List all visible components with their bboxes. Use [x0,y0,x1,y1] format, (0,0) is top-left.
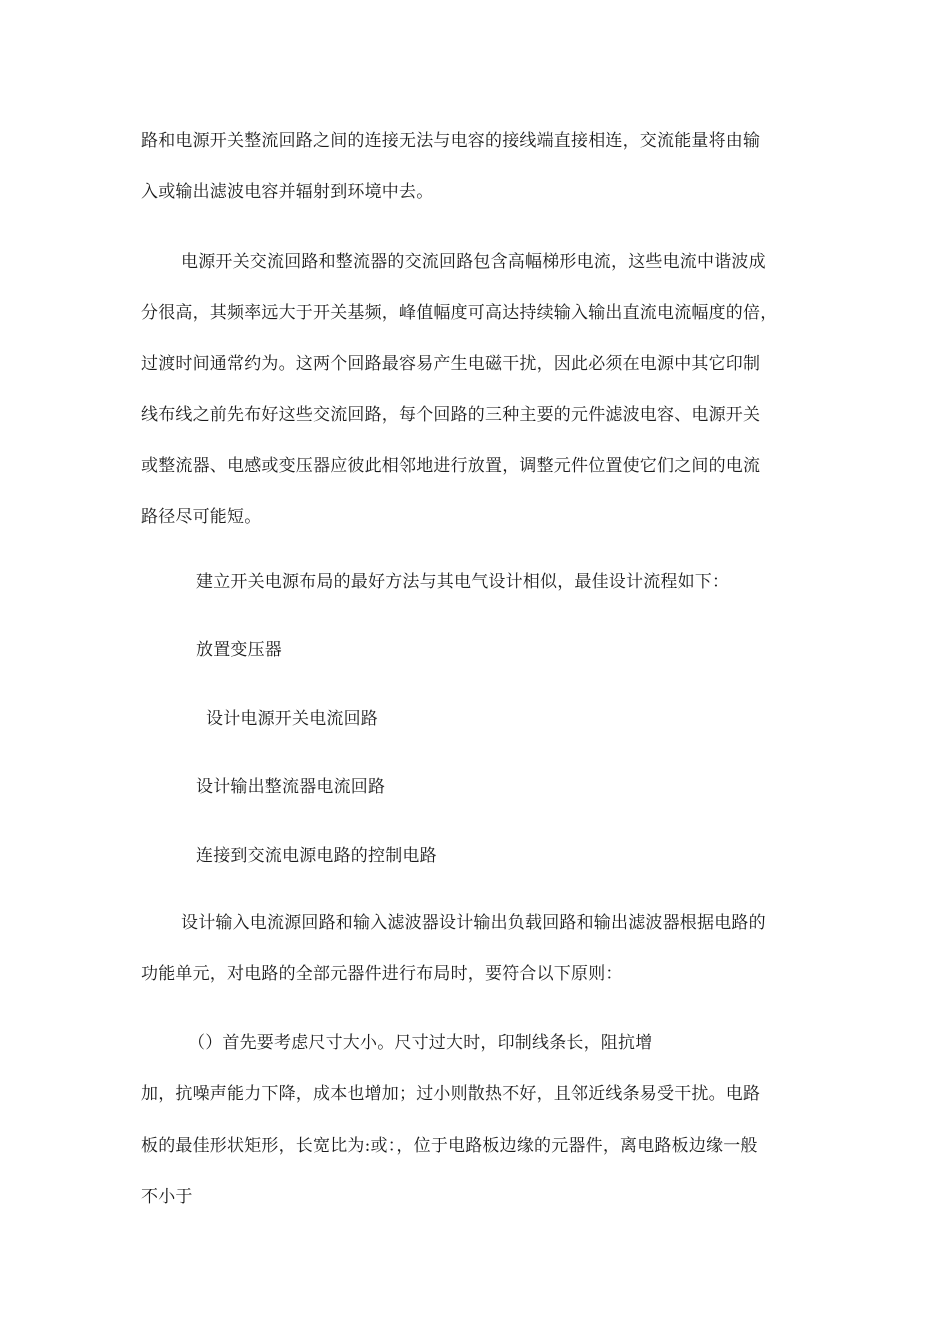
text-line-17: 加，抗噪声能力下降，成本也增加；过小则散热不好，且邻近线条易受干扰。电路 [141,1084,761,1104]
text-line-5: 过渡时间通常约为。这两个回路最容易产生电磁干扰，因此必须在电源中其它印制 [141,354,761,374]
text-line-6: 线布线之前先布好这些交流回路，每个回路的三种主要的元件滤波电容、电源开关 [141,405,761,425]
text-line-7: 或整流器、电感或变压器应彼此相邻地进行放置，调整元件位置使它们之间的电流 [141,456,761,476]
text-line-18: 板的最佳形状矩形，长宽比为:或：，位于电路板边缘的元器件，离电路板边缘一般 [141,1136,758,1156]
text-line-11: 设计电源开关电流回路 [206,709,378,729]
text-line-15: 功能单元，对电路的全部元器件进行布局时，要符合以下原则： [141,964,623,984]
text-line-3: 电源开关交流回路和整流器的交流回路包含高幅梯形电流，这些电流中谐波成 [181,252,766,272]
text-line-4: 分很高，其频率远大于开关基频，峰值幅度可高达持续输入输出直流电流幅度的倍， [141,303,778,323]
text-line-9: 建立开关电源布局的最好方法与其电气设计相似，最佳设计流程如下： [196,572,730,592]
text-line-14: 设计输入电流源回路和输入滤波器设计输出负载回路和输出滤波器根据电路的 [181,913,766,933]
text-line-2: 入或输出滤波电容并辐射到环境中去。 [141,182,434,202]
text-line-16: （）首先要考虑尺寸大小。尺寸过大时，印制线条长，阻抗增 [188,1033,653,1053]
text-line-8: 路径尽可能短。 [141,507,262,527]
text-line-19: 不小于 [141,1187,193,1207]
text-line-13: 连接到交流电源电路的控制电路 [196,846,437,866]
text-line-1: 路和电源开关整流回路之间的连接无法与电容的接线端直接相连，交流能量将由输 [141,131,761,151]
text-line-10: 放置变压器 [196,640,282,660]
text-line-12: 设计输出整流器电流回路 [196,777,386,797]
